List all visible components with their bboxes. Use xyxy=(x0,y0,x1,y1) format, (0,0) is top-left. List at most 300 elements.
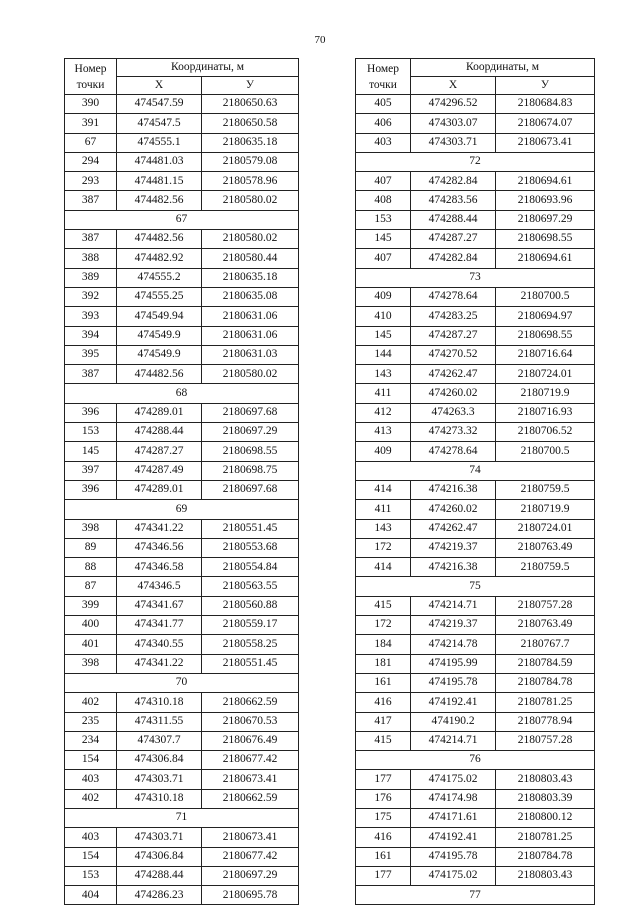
table-row xyxy=(356,770,595,789)
y-coordinate-cell: 2180693.96 xyxy=(496,191,595,210)
table-row xyxy=(65,616,299,635)
x-coordinate-cell: 474282.84 xyxy=(411,172,496,191)
table-row xyxy=(65,770,299,789)
x-coordinate-cell: 474214.71 xyxy=(411,596,496,615)
y-coordinate-cell: 2180698.55 xyxy=(202,442,299,461)
y-coordinate-cell: 2180674.07 xyxy=(496,114,595,133)
point-number-cell: 145 xyxy=(356,326,411,345)
y-coordinate-cell: 2180757.28 xyxy=(496,596,595,615)
point-number-cell: 414 xyxy=(356,558,411,577)
x-coordinate-cell: 474555.25 xyxy=(117,287,202,306)
point-number-cell: 415 xyxy=(356,596,411,615)
point-number-cell: 416 xyxy=(356,693,411,712)
y-coordinate-cell: 2180580.44 xyxy=(202,249,299,268)
point-number-cell: 398 xyxy=(65,519,117,538)
x-coordinate-cell: 474283.56 xyxy=(411,191,496,210)
point-number-cell: 403 xyxy=(356,133,411,152)
table-row xyxy=(65,731,299,750)
point-number-cell: 409 xyxy=(356,287,411,306)
point-number-cell: 393 xyxy=(65,307,117,326)
x-coordinate-cell: 474283.25 xyxy=(411,307,496,326)
table-row xyxy=(65,461,299,480)
table-row xyxy=(65,789,299,808)
section-row xyxy=(65,500,299,519)
table-row xyxy=(65,847,299,866)
x-coordinate-cell: 474260.02 xyxy=(411,500,496,519)
section-row xyxy=(356,268,595,287)
x-coordinate-cell: 474482.56 xyxy=(117,365,202,384)
coordinates-table-right xyxy=(355,58,595,905)
x-coordinate-cell: 474286.23 xyxy=(117,886,202,905)
x-coordinate-cell: 474303.71 xyxy=(411,133,496,152)
x-coordinate-cell: 474219.37 xyxy=(411,538,496,557)
point-number-cell: 397 xyxy=(65,461,117,480)
table-row xyxy=(356,345,595,364)
x-coordinate-cell: 474288.44 xyxy=(117,866,202,885)
x-coordinate-cell: 474216.38 xyxy=(411,558,496,577)
point-number-cell: 405 xyxy=(356,95,411,114)
y-coordinate-cell: 2180716.93 xyxy=(496,403,595,422)
table-row xyxy=(65,152,299,171)
point-number-cell: 410 xyxy=(356,307,411,326)
y-coordinate-cell: 2180800.12 xyxy=(496,808,595,827)
point-number-cell: 388 xyxy=(65,249,117,268)
y-coordinate-cell: 2180580.02 xyxy=(202,230,299,249)
y-coordinate-cell: 2180700.5 xyxy=(496,442,595,461)
y-coordinate-cell: 2180697.29 xyxy=(202,866,299,885)
x-coordinate-cell: 474549.9 xyxy=(117,345,202,364)
x-coordinate-cell: 474262.47 xyxy=(411,519,496,538)
section-row xyxy=(65,673,299,692)
table-row xyxy=(356,403,595,422)
point-number-cell: 177 xyxy=(356,866,411,885)
x-coordinate-cell: 474306.84 xyxy=(117,847,202,866)
section-number: 75 xyxy=(356,577,595,596)
x-coordinate-cell: 474195.78 xyxy=(411,847,496,866)
y-coordinate-cell: 2180559.17 xyxy=(202,616,299,635)
table-row xyxy=(356,114,595,133)
x-coordinate-cell: 474263.3 xyxy=(411,403,496,422)
y-coordinate-cell: 2180662.59 xyxy=(202,789,299,808)
point-number-cell: 403 xyxy=(65,770,117,789)
table-row xyxy=(356,133,595,152)
y-coordinate-cell: 2180719.9 xyxy=(496,384,595,403)
point-number-cell: 413 xyxy=(356,423,411,442)
x-coordinate-cell: 474547.59 xyxy=(117,95,202,114)
x-coordinate-cell: 474287.27 xyxy=(411,326,496,345)
table-row xyxy=(356,616,595,635)
table-body-right xyxy=(356,95,595,905)
point-number-cell: 161 xyxy=(356,673,411,692)
table-row xyxy=(356,230,595,249)
y-coordinate-cell: 2180670.53 xyxy=(202,712,299,731)
x-coordinate-cell: 474346.58 xyxy=(117,558,202,577)
coordinates-header: Координаты, м xyxy=(117,59,299,77)
y-coordinate-cell: 2180694.97 xyxy=(496,307,595,326)
y-coordinate-cell: 2180694.61 xyxy=(496,249,595,268)
section-number: 67 xyxy=(65,210,299,229)
y-coordinate-cell: 2180724.01 xyxy=(496,365,595,384)
x-coordinate-cell: 474341.67 xyxy=(117,596,202,615)
section-number: 73 xyxy=(356,268,595,287)
y-coordinate-cell: 2180763.49 xyxy=(496,538,595,557)
y-coordinate-cell: 2180673.41 xyxy=(202,828,299,847)
y-coordinate-cell: 2180803.39 xyxy=(496,789,595,808)
point-number-cell: 394 xyxy=(65,326,117,345)
x-coordinate-cell: 474303.71 xyxy=(117,828,202,847)
y-header: У xyxy=(202,77,299,95)
point-number-cell: 403 xyxy=(65,828,117,847)
y-coordinate-cell: 2180677.42 xyxy=(202,847,299,866)
y-coordinate-cell: 2180551.45 xyxy=(202,654,299,673)
table-row xyxy=(65,577,299,596)
y-coordinate-cell: 2180697.68 xyxy=(202,480,299,499)
section-number: 74 xyxy=(356,461,595,480)
table-row xyxy=(356,828,595,847)
x-coordinate-cell: 474192.41 xyxy=(411,828,496,847)
point-number-cell: 411 xyxy=(356,500,411,519)
x-coordinate-cell: 474303.71 xyxy=(117,770,202,789)
point-number-cell: 392 xyxy=(65,287,117,306)
point-number-cell: 402 xyxy=(65,693,117,712)
table-row xyxy=(356,538,595,557)
x-coordinate-cell: 474219.37 xyxy=(411,616,496,635)
table-row xyxy=(356,307,595,326)
table-row xyxy=(65,866,299,885)
y-coordinate-cell: 2180763.49 xyxy=(496,616,595,635)
point-number-cell: 395 xyxy=(65,345,117,364)
y-coordinate-cell: 2180650.63 xyxy=(202,95,299,114)
table-row xyxy=(65,596,299,615)
section-row xyxy=(65,210,299,229)
table-row xyxy=(356,693,595,712)
y-coordinate-cell: 2180781.25 xyxy=(496,828,595,847)
y-coordinate-cell: 2180677.42 xyxy=(202,751,299,770)
y-coordinate-cell: 2180706.52 xyxy=(496,423,595,442)
table-row xyxy=(65,249,299,268)
table-row xyxy=(356,365,595,384)
section-number: 76 xyxy=(356,751,595,770)
point-number-cell: 161 xyxy=(356,847,411,866)
point-number-cell: 154 xyxy=(65,847,117,866)
point-number-cell: 293 xyxy=(65,172,117,191)
point-number-cell: 387 xyxy=(65,191,117,210)
x-coordinate-cell: 474306.84 xyxy=(117,751,202,770)
x-coordinate-cell: 474303.07 xyxy=(411,114,496,133)
y-coordinate-cell: 2180724.01 xyxy=(496,519,595,538)
y-coordinate-cell: 2180631.03 xyxy=(202,345,299,364)
table-row xyxy=(65,191,299,210)
section-row xyxy=(356,751,595,770)
y-coordinate-cell: 2180563.55 xyxy=(202,577,299,596)
point-number-cell: 399 xyxy=(65,596,117,615)
coordinates-header: Координаты, м xyxy=(411,59,595,77)
table-row xyxy=(65,635,299,654)
x-coordinate-cell: 474288.44 xyxy=(411,210,496,229)
x-coordinate-cell: 474278.64 xyxy=(411,442,496,461)
point-number-cell: 177 xyxy=(356,770,411,789)
x-coordinate-cell: 474310.18 xyxy=(117,789,202,808)
x-coordinate-cell: 474270.52 xyxy=(411,345,496,364)
table-row xyxy=(65,365,299,384)
y-coordinate-cell: 2180698.75 xyxy=(202,461,299,480)
table-row xyxy=(356,249,595,268)
page-number: 70 xyxy=(314,34,326,46)
x-coordinate-cell: 474175.02 xyxy=(411,770,496,789)
table-row xyxy=(356,326,595,345)
table-row xyxy=(356,172,595,191)
x-coordinate-cell: 474482.92 xyxy=(117,249,202,268)
y-header: У xyxy=(496,77,595,95)
section-number: 68 xyxy=(65,384,299,403)
x-coordinate-cell: 474555.1 xyxy=(117,133,202,152)
y-coordinate-cell: 2180631.06 xyxy=(202,307,299,326)
x-coordinate-cell: 474289.01 xyxy=(117,480,202,499)
point-number-cell: 408 xyxy=(356,191,411,210)
point-number-header: Номер точки xyxy=(65,59,117,95)
point-number-cell: 402 xyxy=(65,789,117,808)
point-number-cell: 235 xyxy=(65,712,117,731)
table-row xyxy=(356,384,595,403)
point-number-cell: 184 xyxy=(356,635,411,654)
section-number: 77 xyxy=(356,886,595,905)
point-number-cell: 412 xyxy=(356,403,411,422)
x-coordinate-cell: 474341.22 xyxy=(117,654,202,673)
table-row xyxy=(356,480,595,499)
table-row xyxy=(356,789,595,808)
y-coordinate-cell: 2180757.28 xyxy=(496,731,595,750)
point-number-cell: 401 xyxy=(65,635,117,654)
table-row xyxy=(65,114,299,133)
y-coordinate-cell: 2180579.08 xyxy=(202,152,299,171)
y-coordinate-cell: 2180784.78 xyxy=(496,673,595,692)
x-coordinate-cell: 474346.5 xyxy=(117,577,202,596)
point-number-cell: 414 xyxy=(356,480,411,499)
table-row xyxy=(65,693,299,712)
table-row xyxy=(65,558,299,577)
table-row xyxy=(356,423,595,442)
section-number: 70 xyxy=(65,673,299,692)
x-coordinate-cell: 474195.99 xyxy=(411,654,496,673)
y-coordinate-cell: 2180778.94 xyxy=(496,712,595,731)
x-coordinate-cell: 474481.03 xyxy=(117,152,202,171)
y-coordinate-cell: 2180697.29 xyxy=(202,423,299,442)
table-row xyxy=(356,558,595,577)
point-number-cell: 176 xyxy=(356,789,411,808)
table-row xyxy=(65,480,299,499)
table-row xyxy=(356,866,595,885)
x-coordinate-cell: 474307.7 xyxy=(117,731,202,750)
x-coordinate-cell: 474296.52 xyxy=(411,95,496,114)
x-coordinate-cell: 474555.2 xyxy=(117,268,202,287)
point-number-cell: 390 xyxy=(65,95,117,114)
x-coordinate-cell: 474482.56 xyxy=(117,191,202,210)
table-row xyxy=(65,828,299,847)
table-row xyxy=(65,654,299,673)
table-row xyxy=(356,673,595,692)
x-coordinate-cell: 474287.49 xyxy=(117,461,202,480)
x-header: X xyxy=(411,77,496,95)
table-row xyxy=(65,172,299,191)
point-number-cell: 172 xyxy=(356,616,411,635)
table-row xyxy=(356,654,595,673)
coordinates-table-left xyxy=(64,58,299,905)
x-coordinate-cell: 474287.27 xyxy=(411,230,496,249)
section-row xyxy=(356,577,595,596)
x-coordinate-cell: 474190.2 xyxy=(411,712,496,731)
y-coordinate-cell: 2180759.5 xyxy=(496,558,595,577)
point-number-cell: 172 xyxy=(356,538,411,557)
table-row xyxy=(65,230,299,249)
y-coordinate-cell: 2180784.59 xyxy=(496,654,595,673)
table-row xyxy=(356,712,595,731)
x-coordinate-cell: 474547.5 xyxy=(117,114,202,133)
point-number-cell: 67 xyxy=(65,133,117,152)
y-coordinate-cell: 2180767.7 xyxy=(496,635,595,654)
point-number-header: Номер точки xyxy=(356,59,411,95)
y-coordinate-cell: 2180635.08 xyxy=(202,287,299,306)
point-number-cell: 153 xyxy=(356,210,411,229)
x-coordinate-cell: 474216.38 xyxy=(411,480,496,499)
y-coordinate-cell: 2180698.55 xyxy=(496,326,595,345)
point-number-cell: 407 xyxy=(356,172,411,191)
y-coordinate-cell: 2180554.84 xyxy=(202,558,299,577)
x-coordinate-cell: 474171.61 xyxy=(411,808,496,827)
x-coordinate-cell: 474262.47 xyxy=(411,365,496,384)
y-coordinate-cell: 2180635.18 xyxy=(202,268,299,287)
section-row xyxy=(65,808,299,827)
x-coordinate-cell: 474278.64 xyxy=(411,287,496,306)
point-number-cell: 415 xyxy=(356,731,411,750)
point-number-cell: 409 xyxy=(356,442,411,461)
table-row xyxy=(65,712,299,731)
table-row xyxy=(356,519,595,538)
y-coordinate-cell: 2180578.96 xyxy=(202,172,299,191)
table-row xyxy=(65,133,299,152)
section-number: 71 xyxy=(65,808,299,827)
y-coordinate-cell: 2180650.58 xyxy=(202,114,299,133)
table-row xyxy=(356,808,595,827)
y-coordinate-cell: 2180631.06 xyxy=(202,326,299,345)
table-row xyxy=(65,307,299,326)
table-row xyxy=(65,287,299,306)
x-coordinate-cell: 474195.78 xyxy=(411,673,496,692)
point-number-cell: 406 xyxy=(356,114,411,133)
y-coordinate-cell: 2180803.43 xyxy=(496,866,595,885)
point-number-cell: 416 xyxy=(356,828,411,847)
point-number-cell: 417 xyxy=(356,712,411,731)
y-coordinate-cell: 2180580.02 xyxy=(202,365,299,384)
x-coordinate-cell: 474346.56 xyxy=(117,538,202,557)
point-number-cell: 387 xyxy=(65,365,117,384)
table-row xyxy=(356,596,595,615)
section-number: 69 xyxy=(65,500,299,519)
point-number-cell: 407 xyxy=(356,249,411,268)
x-coordinate-cell: 474289.01 xyxy=(117,403,202,422)
x-coordinate-cell: 474260.02 xyxy=(411,384,496,403)
table-row xyxy=(65,538,299,557)
x-coordinate-cell: 474482.56 xyxy=(117,230,202,249)
point-number-cell: 175 xyxy=(356,808,411,827)
point-number-cell: 294 xyxy=(65,152,117,171)
y-coordinate-cell: 2180684.83 xyxy=(496,95,595,114)
x-coordinate-cell: 474341.77 xyxy=(117,616,202,635)
point-number-cell: 89 xyxy=(65,538,117,557)
table-row xyxy=(65,326,299,345)
point-number-cell: 145 xyxy=(356,230,411,249)
y-coordinate-cell: 2180781.25 xyxy=(496,693,595,712)
y-coordinate-cell: 2180635.18 xyxy=(202,133,299,152)
point-number-cell: 88 xyxy=(65,558,117,577)
point-number-cell: 143 xyxy=(356,365,411,384)
point-number-cell: 411 xyxy=(356,384,411,403)
y-coordinate-cell: 2180694.61 xyxy=(496,172,595,191)
table-row xyxy=(65,442,299,461)
x-coordinate-cell: 474288.44 xyxy=(117,423,202,442)
point-number-cell: 396 xyxy=(65,480,117,499)
y-coordinate-cell: 2180560.88 xyxy=(202,596,299,615)
section-row xyxy=(356,886,595,905)
point-number-cell: 234 xyxy=(65,731,117,750)
y-coordinate-cell: 2180803.43 xyxy=(496,770,595,789)
table-row xyxy=(65,345,299,364)
table-row xyxy=(65,886,299,905)
table-row xyxy=(356,287,595,306)
table-row xyxy=(356,847,595,866)
table-row xyxy=(65,268,299,287)
y-coordinate-cell: 2180580.02 xyxy=(202,191,299,210)
y-coordinate-cell: 2180558.25 xyxy=(202,635,299,654)
x-coordinate-cell: 474287.27 xyxy=(117,442,202,461)
x-coordinate-cell: 474214.71 xyxy=(411,731,496,750)
table-row xyxy=(356,210,595,229)
point-number-cell: 389 xyxy=(65,268,117,287)
point-number-cell: 154 xyxy=(65,751,117,770)
point-number-cell: 143 xyxy=(356,519,411,538)
y-coordinate-cell: 2180673.41 xyxy=(496,133,595,152)
x-coordinate-cell: 474481.15 xyxy=(117,172,202,191)
y-coordinate-cell: 2180784.78 xyxy=(496,847,595,866)
table-row xyxy=(65,95,299,114)
point-number-cell: 153 xyxy=(65,423,117,442)
section-number: 72 xyxy=(356,152,595,171)
y-coordinate-cell: 2180716.64 xyxy=(496,345,595,364)
table-row xyxy=(356,731,595,750)
x-coordinate-cell: 474310.18 xyxy=(117,693,202,712)
y-coordinate-cell: 2180697.68 xyxy=(202,403,299,422)
y-coordinate-cell: 2180698.55 xyxy=(496,230,595,249)
point-number-cell: 396 xyxy=(65,403,117,422)
y-coordinate-cell: 2180719.9 xyxy=(496,500,595,519)
x-coordinate-cell: 474214.78 xyxy=(411,635,496,654)
table-row xyxy=(65,519,299,538)
x-coordinate-cell: 474192.41 xyxy=(411,693,496,712)
x-header: X xyxy=(117,77,202,95)
y-coordinate-cell: 2180759.5 xyxy=(496,480,595,499)
x-coordinate-cell: 474175.02 xyxy=(411,866,496,885)
table-row xyxy=(65,751,299,770)
section-row xyxy=(356,461,595,480)
point-number-cell: 181 xyxy=(356,654,411,673)
table-row xyxy=(356,635,595,654)
y-coordinate-cell: 2180551.45 xyxy=(202,519,299,538)
y-coordinate-cell: 2180697.29 xyxy=(496,210,595,229)
table-row xyxy=(356,500,595,519)
x-coordinate-cell: 474549.9 xyxy=(117,326,202,345)
section-row xyxy=(356,152,595,171)
y-coordinate-cell: 2180662.59 xyxy=(202,693,299,712)
table-row xyxy=(356,191,595,210)
